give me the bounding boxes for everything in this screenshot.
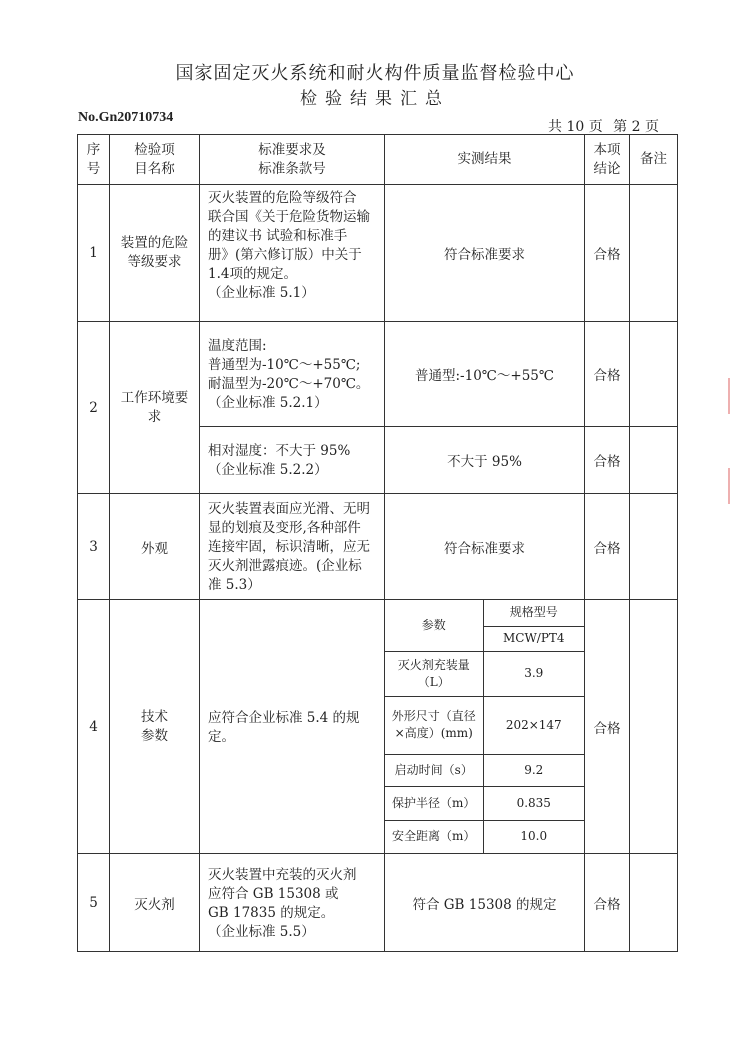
col-result-header: 实测结果 [385, 135, 585, 185]
row-seq: 3 [78, 494, 110, 600]
row-result: 符合标准要求 [385, 185, 585, 322]
param-name: 保护半径（m） [385, 786, 483, 820]
row-conclusion: 合格 [585, 322, 630, 427]
param-name-line: （L） [417, 674, 450, 689]
param-name [385, 696, 483, 754]
row-item: 外观 [110, 494, 200, 600]
standard-line: 灭火装置表面应光滑、无明 [208, 501, 370, 517]
param-value: 202×147 [483, 696, 584, 754]
standard-line: GB 17835 的规定。 [208, 904, 335, 921]
report-header [0, 62, 750, 110]
standard-line: 定。 [208, 728, 235, 745]
header-text: 本项 [593, 141, 621, 158]
seal-mark [728, 378, 740, 414]
standard-line: 的建议书 试验和标准手 [208, 228, 348, 244]
table-row [78, 185, 678, 322]
total-pages: 共 10 页 [548, 119, 603, 135]
table-row [78, 494, 678, 600]
row-item [110, 322, 200, 494]
row-remark [630, 494, 678, 600]
standard-line: 温度范围: [208, 338, 267, 354]
item-line: 等级要求 [127, 254, 182, 270]
item-line: 技术 [141, 708, 168, 725]
row-conclusion: 合格 [585, 427, 630, 494]
current-page: 第 2 页 [613, 119, 659, 135]
standard-line: 1.4项的规定。 [208, 266, 297, 282]
param-header: 参数 [385, 600, 483, 651]
row-result: 符合 GB 15308 的规定 [385, 854, 585, 952]
header-text: 结论 [593, 160, 621, 177]
item-line: 装置的危险 [120, 235, 189, 251]
param-name [385, 651, 483, 696]
row-remark [630, 854, 678, 952]
row-standard [200, 854, 385, 952]
model-value: MCW/PT4 [483, 626, 584, 651]
row-result: 普通型:-10℃～+55℃ [385, 322, 585, 427]
param-row [385, 820, 584, 853]
param-name: 安全距离（m） [385, 820, 483, 853]
standard-line: 普通型为-10℃～+55℃; [208, 357, 361, 373]
row-conclusion: 合格 [585, 854, 630, 952]
standard-line: 灭火装置的危险等级符合 [208, 190, 357, 206]
header-text: 目名称 [134, 160, 175, 177]
row-remark [630, 322, 678, 427]
col-item-header [110, 135, 200, 185]
col-remark-header: 备注 [630, 135, 678, 185]
param-value: 10.0 [483, 820, 584, 853]
param-row [385, 786, 584, 820]
standard-line: （企业标准 5.5） [208, 923, 315, 940]
param-row [385, 696, 584, 754]
row-remark [630, 185, 678, 322]
header-text: 标准条款号 [258, 160, 326, 177]
standard-line: （企业标准 5.1） [208, 285, 315, 301]
standard-line: 联合国《关于危险货物运输 [208, 209, 370, 225]
row-conclusion: 合格 [585, 600, 630, 854]
row-standard [200, 322, 385, 427]
row-item [110, 600, 200, 854]
row-seq: 1 [78, 185, 110, 322]
row-item: 灭火剂 [110, 854, 200, 952]
row-result: 符合标准要求 [385, 494, 585, 600]
table-row [78, 322, 678, 427]
param-value: 9.2 [483, 754, 584, 786]
col-seq-header [78, 135, 110, 185]
item-line: 参数 [141, 727, 168, 744]
table-header-row [78, 135, 678, 185]
header-text: 标准要求及 [258, 141, 326, 158]
row-standard [200, 427, 385, 494]
param-name-line: 外形尺寸（直径 [391, 709, 476, 723]
standard-line: 耐温型为-20℃～+70℃。 [208, 376, 370, 392]
param-name-line: 灭火剂充装量 [397, 657, 470, 672]
row-seq: 4 [78, 600, 110, 854]
seal-mark [728, 468, 740, 504]
item-line: 求 [147, 408, 162, 425]
row-seq: 5 [78, 854, 110, 952]
row-result: 不大于 95% [385, 427, 585, 494]
standard-line: 册》(第六修订版）中关于 [208, 247, 362, 263]
col-standard-header [200, 135, 385, 185]
standard-line: 灭火剂泄露痕迹。(企业标 [208, 558, 362, 574]
page-info [548, 116, 665, 136]
standard-line: 应符合 GB 15308 或 [208, 885, 339, 902]
standard-line: （企业标准 5.2.1） [208, 395, 328, 411]
standard-line: 应符合企业标准 5.4 的规 [208, 709, 360, 726]
report-title: 检验结果汇总 [300, 89, 450, 109]
param-row [385, 651, 584, 696]
standard-line: 准 5.3） [208, 577, 261, 593]
header-text: 号 [86, 160, 101, 177]
header-text: 序 [86, 141, 101, 158]
table-row [78, 854, 678, 952]
row-remark [630, 427, 678, 494]
row-conclusion: 合格 [585, 494, 630, 600]
header-text: 检验项 [134, 141, 175, 158]
row-standard [200, 494, 385, 600]
standard-line: 灭火装置中充装的灭火剂 [208, 866, 357, 883]
params-cell [385, 600, 585, 854]
param-value: 0.835 [483, 786, 584, 820]
standard-line: 显的划痕及变形,各种部件 [208, 520, 361, 536]
row-standard [200, 185, 385, 322]
row-remark [630, 600, 678, 854]
document-number: No.Gn20710734 [78, 110, 174, 125]
table-row [78, 600, 678, 854]
row-conclusion: 合格 [585, 185, 630, 322]
param-row [385, 754, 584, 786]
standard-line: 连接牢固，标识清晰，应无 [208, 539, 370, 555]
param-value: 3.9 [483, 651, 584, 696]
standard-line: 相对湿度：不大于 95% [208, 443, 351, 459]
params-table [385, 600, 584, 853]
col-conclusion-header [585, 135, 630, 185]
row-seq: 2 [78, 322, 110, 494]
row-item [110, 185, 200, 322]
row-standard [200, 600, 385, 854]
results-table [77, 134, 678, 952]
org-name: 国家固定灭火系统和耐火构件质量监督检验中心 [175, 63, 575, 84]
param-name-line: ×高度）(mm) [394, 726, 473, 740]
standard-line: （企业标准 5.2.2） [208, 462, 328, 478]
model-header: 规格型号 [483, 600, 584, 626]
item-line: 工作环境要 [120, 389, 189, 406]
param-name: 启动时间（s） [385, 754, 483, 786]
